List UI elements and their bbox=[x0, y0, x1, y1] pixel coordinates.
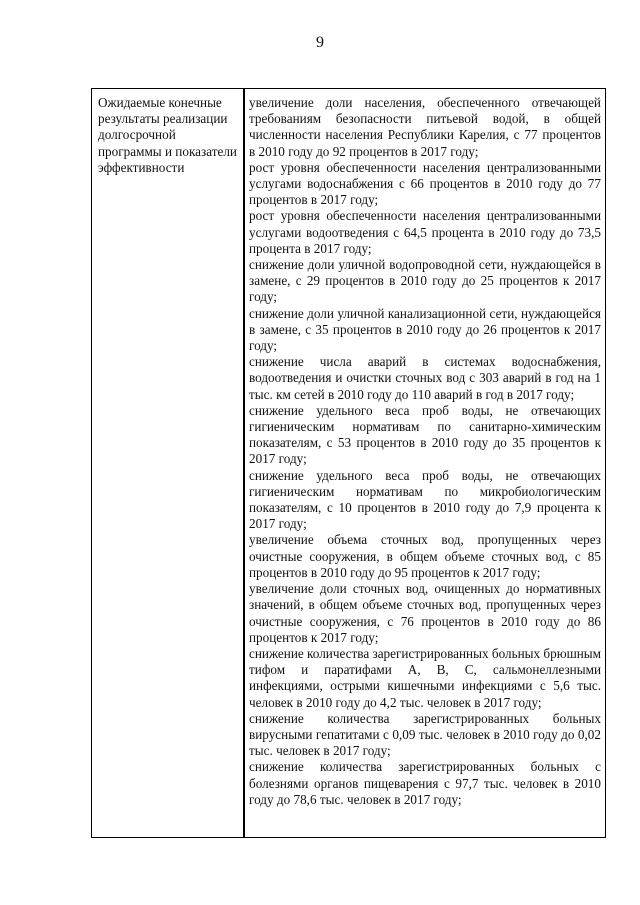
indicator-paragraph: увеличение доли населения, обеспеченного отвечающей требованиям безопасности питьевой водой, в общей численности населения Республики Карелия, с 77 процентов в 2010 году до 92 процентов в 2017 году; bbox=[249, 95, 601, 159]
indicator-paragraph: снижение числа аварий в системах водоснабжения, водоотведения и очистки сточных вод с 303 аварий в год на 1 тыс. км сетей в 2010 году до 110 аварий в год в 2017 году; bbox=[249, 354, 601, 402]
indicators-cell bbox=[249, 95, 601, 808]
page-number: 9 bbox=[316, 34, 324, 51]
indicator-paragraph: рост уровня обеспеченности населения централизованными услугами водоснабжения с 66 процентов в 2010 году до 77 процентов в 2017 году; bbox=[249, 159, 601, 208]
indicator-paragraph: увеличение объема сточных вод, пропущенных через очистные сооружения, в общем объеме сточных вод, с 85 процентов в 2010 году до 95 процентов к 2017 году; bbox=[249, 532, 601, 580]
indicator-paragraph: снижение количества зарегистрированных больных с болезнями органов пищеварения с 97,7 тыс. человек в 2010 году до 78,6 тыс. человек в 2017 году; bbox=[249, 759, 601, 807]
indicator-paragraph: снижение количества зарегистрированных больных брюшным тифом и паратифами А, В, С, сальмонеллезными инфекциями, острыми кишечными инфекциями с 5,6 тыс. человек в 2010 году до 4,2 тыс. человек в 2017 году; bbox=[249, 645, 601, 710]
column-divider bbox=[243, 89, 245, 837]
indicators-table bbox=[91, 88, 606, 838]
indicator-paragraph: снижение количества зарегистрированных больных вирусными гепатитами с 0,09 тыс. человек в 2010 году до 0,02 тыс. человек в 2017 году; bbox=[249, 710, 601, 759]
indicator-paragraph: увеличение доли сточных вод, очищенных до нормативных значений, в общем объеме сточных вод, пропущенных через очистные сооружения, с 76 процентов в 2010 году до 86 процентов к 2017 году; bbox=[249, 581, 601, 645]
indicator-paragraph: рост уровня обеспеченности населения централизованными услугами водоотведения с 64,5 процента в 2010 году до 73,5 процента в 2017 году; bbox=[249, 208, 601, 256]
indicator-paragraph: снижение доли уличной канализационной сети, нуждающейся в замене, с 35 процентов в 2010 году до 26 процентов к 2017 году; bbox=[249, 305, 601, 354]
indicator-paragraph: снижение удельного веса проб воды, не отвечающих гигиеническим нормативам по микробиологическим показателям, с 10 процентов в 2010 году до 7,9 процента к 2017 году; bbox=[249, 467, 601, 532]
indicator-paragraph: снижение доли уличной водопроводной сети, нуждающейся в замене, с 29 процентов в 2010 году до 25 процентов к 2017 году; bbox=[249, 257, 601, 305]
row-header-cell: Ожидаемые конечные результаты реализации долгосрочной программы и показатели эффективности bbox=[98, 95, 237, 175]
indicator-paragraph: снижение удельного веса проб воды, не отвечающих гигиеническим нормативам по санитарно-химическим показателям, с 53 процентов в 2010 году до 35 процентов к 2017 году; bbox=[249, 402, 601, 467]
